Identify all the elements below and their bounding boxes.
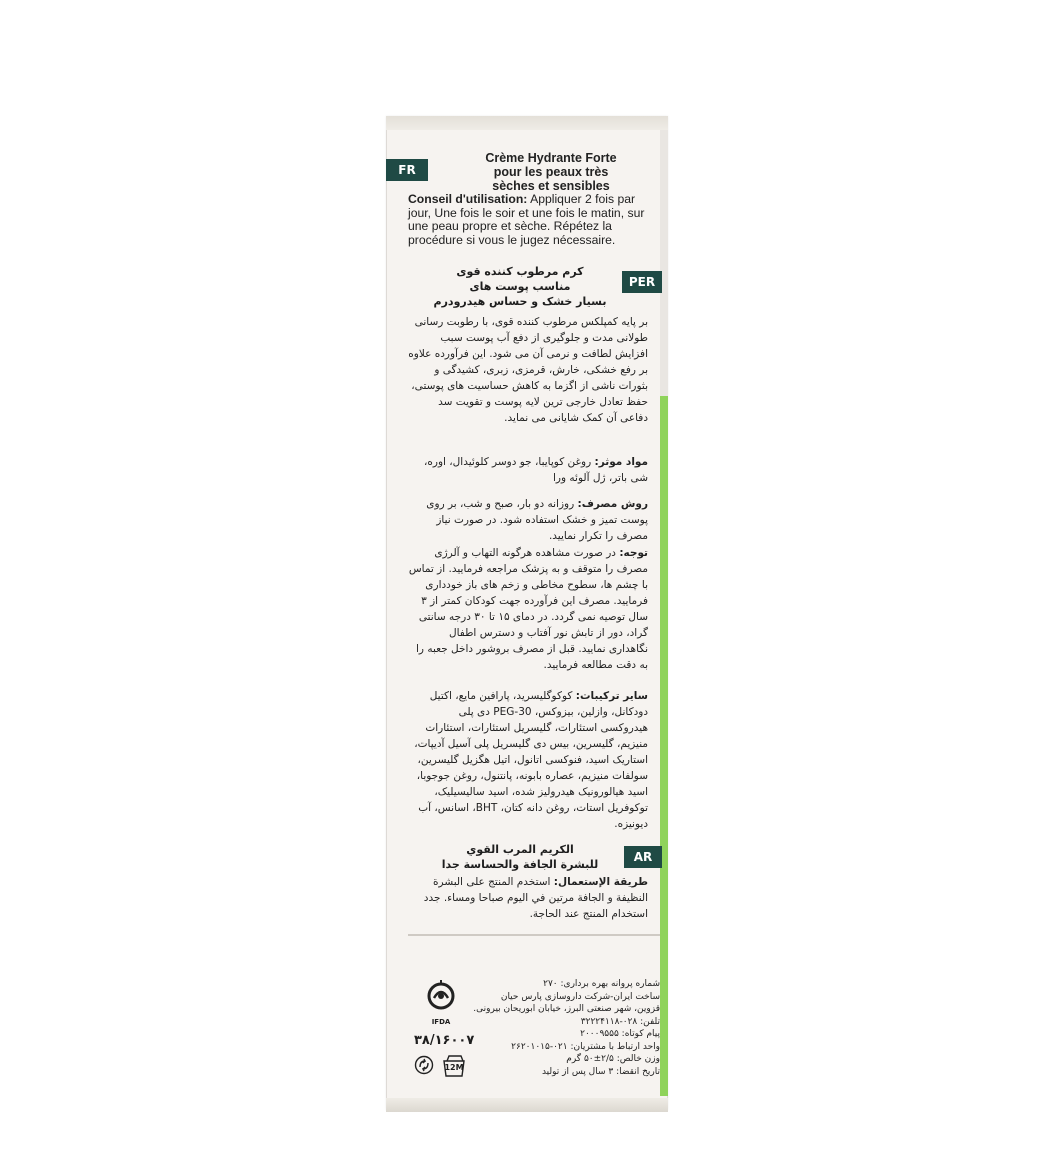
fr-title bbox=[408, 151, 654, 193]
per-title-line: کرم مرطوب کننده قوی bbox=[456, 265, 584, 278]
fr-advice-text: Appliquer 2 fois par jour, Une fois le soir et une fois le matin, sur une peau propre et sèche. Répétez la procédure si vous le jugez nécessaire. bbox=[408, 192, 645, 247]
ar-title bbox=[430, 842, 610, 872]
ar-usage bbox=[408, 874, 648, 922]
info-line: پیام کوتاه: ۲۰۰۰۹۵۵۵ bbox=[580, 1029, 660, 1039]
info-line: تلفن: ۰۲۸-۳۲۲۲۴۱۱۸ bbox=[580, 1016, 660, 1027]
per-warning bbox=[408, 545, 648, 673]
pao-jar-icon bbox=[442, 1055, 466, 1077]
info-line: تاریخ انقضا: ۳ سال پس از تولید bbox=[541, 1066, 660, 1077]
info-line: شماره پروانه بهره برداری: ۲۷۰ bbox=[543, 979, 660, 989]
box-top-flap bbox=[386, 116, 668, 130]
info-line: وزن خالص: ۲/۵±۵۰ گرم bbox=[566, 1054, 660, 1064]
per-intro: بر پایه کمپلکس مرطوب کننده قوی، با رطوبت رسانی طولانی مدت و جلوگیری از دفع آب پوست سبب افزایش لطافت و نرمی آن می شود. این فرآورده علاوه بر رفع خشکی، خارش، قرمزی، زبری، کشیدگی و بثورات ناشی از اگزما به کاهش حساسیت های پوستی، حفظ تعادل خارجی ترین لایه پوست و تقویت سد دفاعی آن کمک شایانی می نماید. bbox=[408, 316, 648, 424]
per-usage-text: روزانه دو بار، صبح و شب، بر روی پوست تمیز و خشک استفاده شود. در صورت نیاز مصرف را تکرار نمایید. bbox=[426, 498, 648, 542]
fr-usage-advice bbox=[408, 193, 654, 247]
ifda-logo-icon bbox=[420, 980, 462, 1032]
per-title-line: مناسب پوست های bbox=[469, 280, 571, 293]
ar-title-line: الكريم المرب القوي bbox=[466, 843, 574, 856]
per-other-ingredients bbox=[408, 688, 648, 832]
box-edge-top bbox=[660, 130, 668, 396]
per-title bbox=[420, 264, 620, 309]
info-line: واحد ارتباط با مشتریان: ۰۲۱-۲۶۲۰۱۰۱۵ bbox=[511, 1041, 660, 1052]
ifda-label: IFDA bbox=[431, 1018, 451, 1026]
lang-tag-per: PER bbox=[622, 271, 662, 293]
per-active-ingredients bbox=[408, 454, 648, 486]
ar-title-line: للبشرة الجافة والحساسة جدا bbox=[441, 858, 599, 871]
green-accent-strip bbox=[660, 396, 668, 1096]
per-warning-label: توجه: bbox=[619, 547, 648, 559]
manufacturer-info bbox=[464, 978, 660, 1078]
pao-label: 12M bbox=[444, 1063, 464, 1072]
french-section bbox=[408, 151, 654, 247]
info-line: قزوین، شهر صنعتی البرز، خیابان ابوریحان بیرونی. bbox=[473, 1004, 660, 1014]
recycle-icon bbox=[414, 1055, 434, 1079]
per-usage bbox=[408, 496, 648, 544]
box-bottom-flap bbox=[386, 1098, 668, 1112]
per-usage-label: روش مصرف: bbox=[577, 498, 648, 510]
fr-title-line: Crème Hydrante Forte bbox=[485, 151, 617, 165]
per-warning-text: در صورت مشاهده هرگونه التهاب و آلرژی مصرف را متوقف و به پزشک مراجعه فرمایید. از تماس با چشم ها، سطوح مخاطی و زخم های باز خودداری فرمایید. مصرف این فرآورده جهت کودکان کمتر از ۳ سال توصیه نمی گردد. در دمای ۱۵ تا ۳۰ درجه سانتی گراد، دور از تابش نور آفتاب و دسترس اطفال نگاهداری نمایید. قبل از مصرف بروشور داخل جعبه را به دقت مطالعه فرمایید. bbox=[408, 547, 648, 671]
ar-usage-text: استخدم المنتج على البشرة النظيفة و الجافة مرتين في اليوم صباحا ومساء. جدد استخدام المنتج عند الحاجة. bbox=[423, 876, 648, 920]
per-ingredients-text: کوکوگلیسرید، پارافین مایع، اکتیل دودکانل، وازلین، بیزوکس، PEG-30 دی پلی هیدروکسی استئارات، گلیسریل استئارات، استئارات منیزیم، گلیسرین، بیس دی گلیسریل پلی آسیل آدیپات، استاریک اسید، فنوکسی اتانول، اتیل هگزیل گلیسرین، سولفات منیزیم، عصاره بابونه، پانتنول، روغن جوجوبا، اسید هیالورونیک هیدرولیز شده، اسید سالیسیلیک، توکوفریل استات، روغن دانه کتان، BHT، اسانس، آب دیونیزه. bbox=[414, 690, 648, 830]
per-active-text: روغن کوپایبا، جو دوسر کلوئیدال، اوره، شی باتر، ژل آلوئه ورا bbox=[424, 456, 648, 484]
lang-tag-fr: FR bbox=[386, 159, 428, 181]
fr-title-line: sèches et sensibles bbox=[492, 179, 610, 193]
per-ingredients-label: سایر ترکیبات: bbox=[575, 690, 648, 702]
per-title-line: بسیار خشک و حساس هیدرودرم bbox=[433, 295, 607, 308]
per-active-label: مواد موثر: bbox=[594, 456, 648, 468]
ar-usage-label: طريقة الإستعمال: bbox=[553, 876, 648, 888]
irc-number: ۳۸/۱۶۰۰۷ bbox=[414, 1033, 475, 1048]
section-divider bbox=[408, 934, 660, 936]
fr-advice-label: Conseil d'utilisation: bbox=[408, 192, 528, 206]
fr-title-line: pour les peaux très bbox=[493, 165, 609, 179]
lang-tag-ar: AR bbox=[624, 846, 662, 868]
info-line: ساخت ایران-شرکت داروسازی پارس حیان bbox=[500, 991, 660, 1002]
